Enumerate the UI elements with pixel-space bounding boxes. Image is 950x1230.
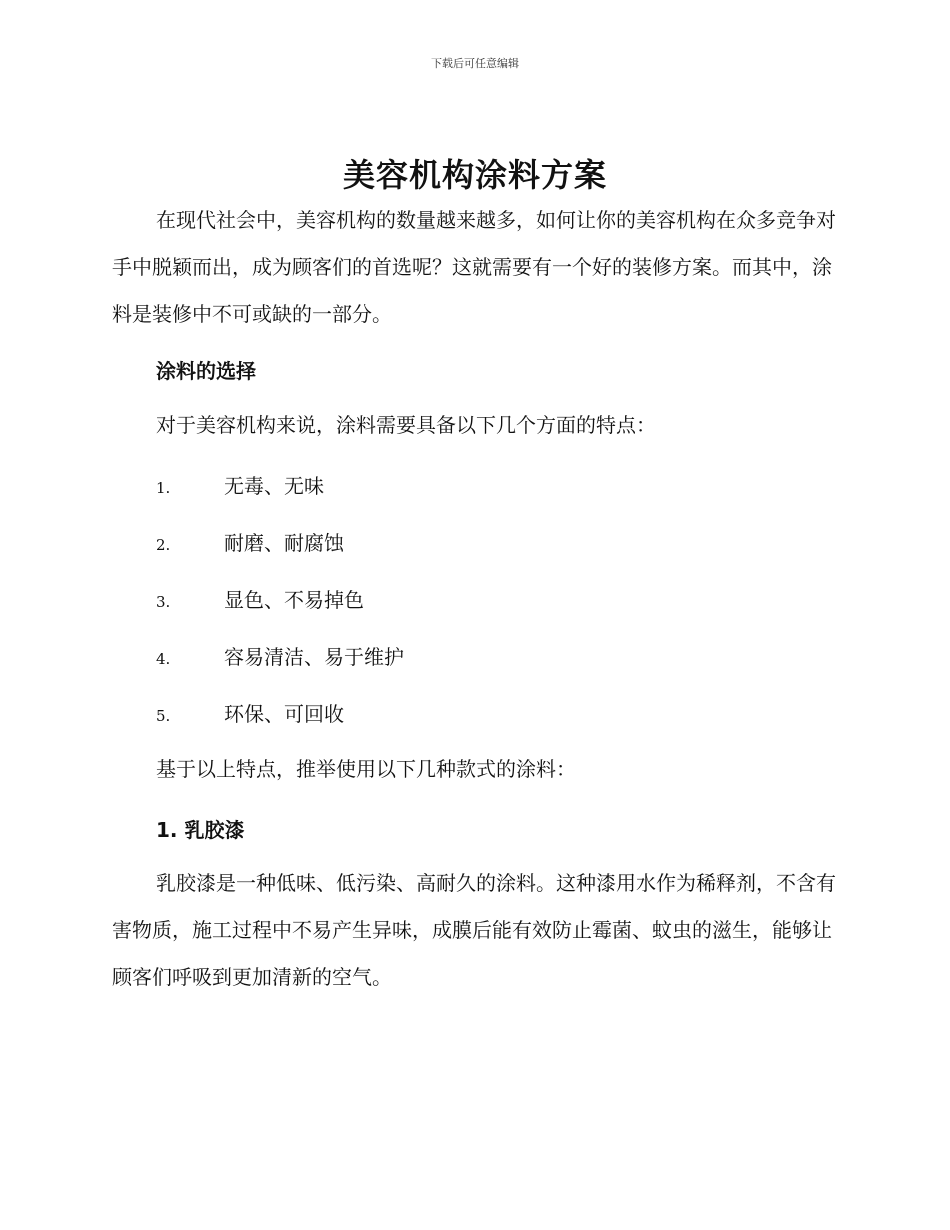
list-text: 耐磨、耐腐蚀 — [224, 531, 344, 555]
header-note: 下载后可任意编辑 — [431, 57, 519, 70]
list-item — [156, 641, 404, 670]
subheading-latex-paint: 1. 乳胶漆 — [156, 818, 245, 842]
list-number: 2. — [156, 536, 171, 554]
list-item — [156, 698, 344, 727]
list-text: 容易清洁、易于维护 — [224, 645, 404, 669]
list-text: 无毒、无味 — [224, 474, 324, 498]
list-item — [156, 470, 324, 499]
recommend-intro: 基于以上特点，推举使用以下几种款式的涂料： — [156, 757, 576, 781]
section-heading: 涂料的选择 — [156, 359, 256, 383]
requirements-intro: 对于美容机构来说，涂料需要具备以下几个方面的特点： — [156, 413, 656, 437]
latex-paint-paragraph: 乳胶漆是一种低味、低污染、高耐久的涂料。这种漆用水作为稀释剂，不含有害物质，施工过程中不易产生异味，成膜后能有效防止霉菌、蚊虫的滋生，能够让顾客们呼吸到更加清新的空气。 — [112, 871, 836, 989]
list-text: 环保、可回收 — [224, 702, 344, 726]
list-number: 4. — [156, 650, 171, 668]
list-number: 1. — [156, 479, 171, 497]
list-number: 5. — [156, 707, 171, 725]
list-text: 显色、不易掉色 — [224, 588, 364, 612]
intro-paragraph: 在现代社会中，美容机构的数量越来越多，如何让你的美容机构在众多竞争对手中脱颖而出，成为顾客们的首选呢？这就需要有一个好的装修方案。而其中，涂料是装修中不可或缺的一部分。 — [112, 208, 836, 326]
list-item — [156, 584, 364, 613]
list-item — [156, 527, 344, 556]
document-title: 美容机构涂料方案 — [342, 156, 607, 194]
list-number: 3. — [156, 593, 171, 611]
